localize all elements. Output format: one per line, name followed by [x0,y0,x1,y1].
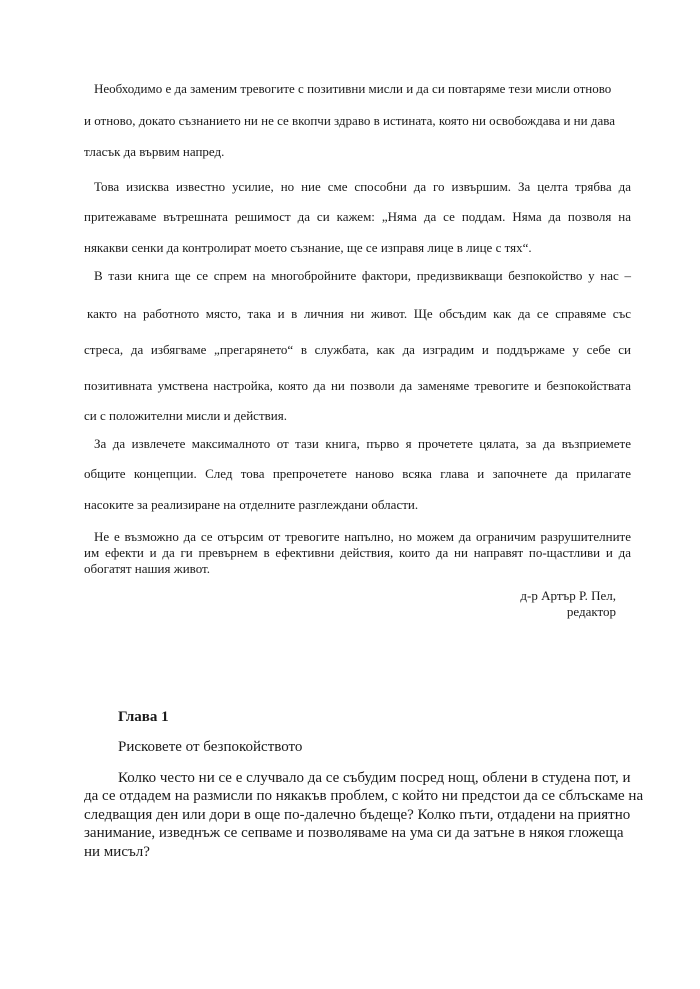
paragraph-line: някакви сенки да контролират моето съзнание, ще се изправя лице в лице с тях“. [84,240,532,255]
paragraph-line: ни мисъл? [84,844,150,860]
paragraph-line: им ефекти и да ги превърнем в ефективни действия, които да ни направят по-щастливи и да [84,545,631,560]
paragraph-line: Колко често ни се е случвало да се събудим посред нощ, облени в студена пот, и [118,770,631,786]
paragraph-line: следващия ден или дори в още по-далечно бъдеще? Колко пъти, отдадени на приятно [84,807,631,823]
paragraph-line: притежаваме вътрешната решимост да си кажем: „Няма да се поддам. Няма да позволя на [84,209,631,224]
paragraph-line: тласък да вървим напред. [84,144,225,159]
paragraph-line: и отново, докато съзнанието ни не се вкопчи здраво в истината, която ни освобождава и ни дава [84,113,615,128]
paragraph-line: както на работното място, така и в личния ни живот. Ще обсъдим как да се справяме със [87,306,631,321]
paragraph-line: В тази книга ще се спрем на многобройните фактори, предизвикващи безпокойство у нас – [94,268,631,283]
signature-name: д-р Артър Р. Пел, [520,588,616,603]
paragraph-line: Това изисква известно усилие, но ние сме способни да го извършим. За целта трябва да [94,179,631,194]
paragraph-line: общите концепции. След това препрочетете наново всяка глава и започнете да прилагате [84,466,631,481]
paragraph-line: да се отдадем на размисли по някакъв проблем, с който ни предстои да се сблъскаме на [84,788,644,804]
paragraph-line: За да извлечете максималното от тази книга, първо я прочетете цялата, за да възприемете [94,436,631,451]
chapter-label: Глава 1 [118,709,169,725]
paragraph-line: обогатят нашия живот. [84,561,210,576]
signature-role: редактор [566,604,616,619]
paragraph-line: стреса, да избягваме „прегарянето“ в службата, как да изградим и поддържаме у себе си [84,342,631,357]
paragraph-line: си с положителни мисли и действия. [84,408,287,423]
chapter-title: Рисковете от безпокойството [118,739,303,755]
paragraph-line: занимание, изведнъж се сепваме и позволяваме на ума си да затъне в някоя гложеща [84,825,624,841]
paragraph-line: позитивната умствена настройка, която да ни позволи да заменяме тревогите и безпокойствата [84,378,631,393]
paragraph-line: насоките за реализиране на отделните разглеждани области. [84,497,419,512]
paragraph-line: Не е възможно да се отърсим от тревогите напълно, но можем да ограничим разрушителните [94,529,631,544]
paragraph-line: Необходимо е да заменим тревогите с позитивни мисли и да си повтаряме тези мисли отново [94,81,612,96]
